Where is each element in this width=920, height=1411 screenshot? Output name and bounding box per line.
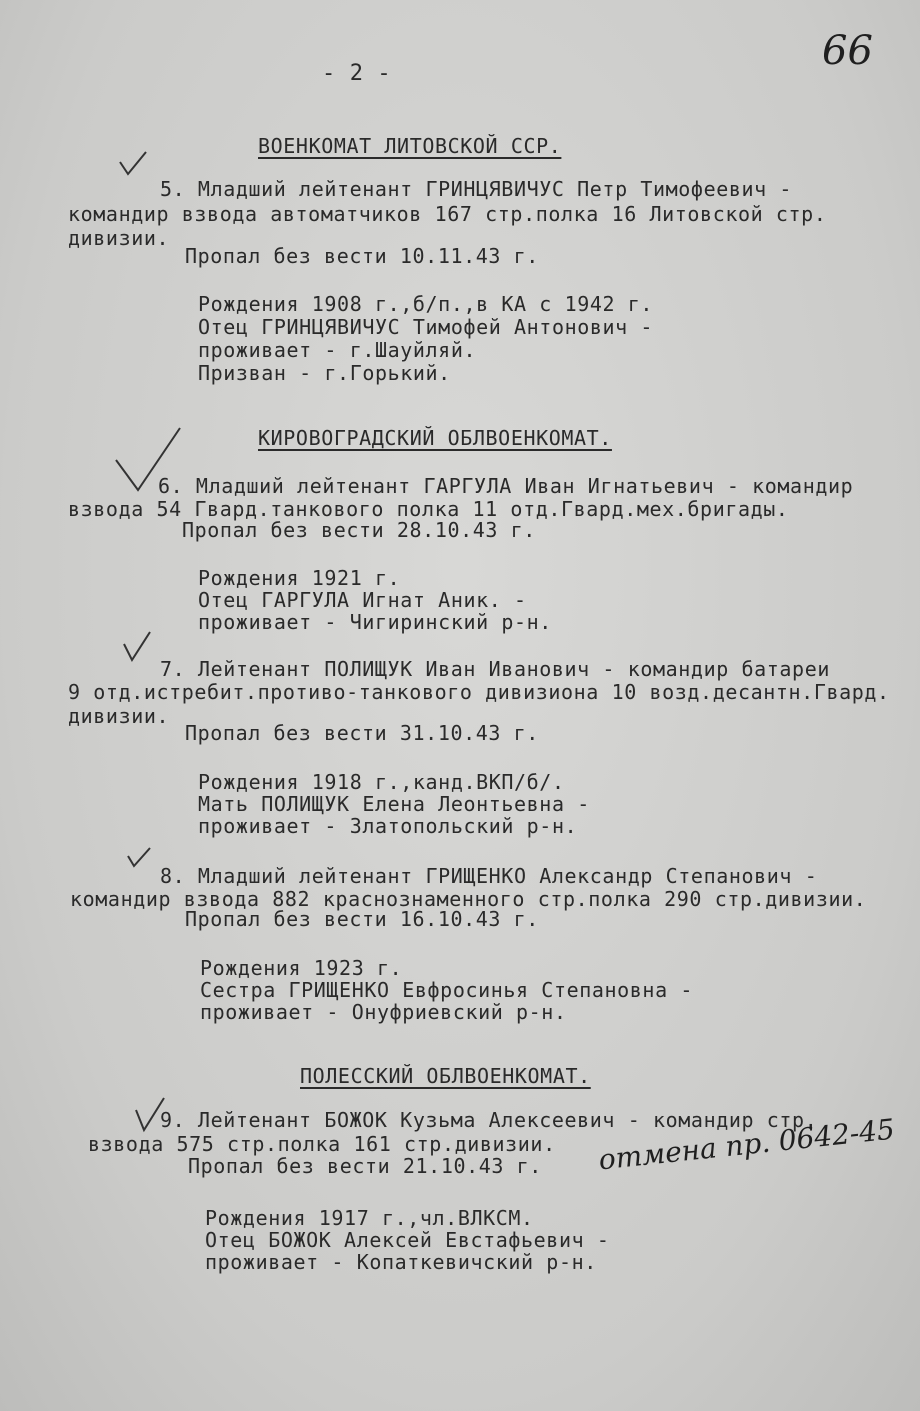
entry-line: дивизии. [68,704,170,728]
missing-line: Пропал без вести 28.10.43 г. [182,518,536,542]
section-header: КИРОВОГРАДСКИЙ ОБЛВОЕНКОМАТ. [258,426,612,450]
missing-line: Пропал без вести 21.10.43 г. [188,1154,542,1178]
entry-line: командир взвода 882 краснознаменного стр.полка 290 стр.дивизии. [70,887,867,911]
detail-line: Рождения 1908 г.,б/п.,в КА с 1942 г. [198,292,654,316]
detail-line: проживает - Онуфриевский р-н. [200,1000,567,1024]
detail-line: Отец ГАРГУЛА Игнат Аник. - [198,588,527,612]
detail-line: Мать ПОЛИЩУК Елена Леонтьевна - [198,792,590,816]
entry-line: 9. Лейтенант БОЖОК Кузьма Алексеевич - командир стр. [160,1108,818,1132]
missing-line: Пропал без вести 10.11.43 г. [185,244,539,268]
checkmark-icon [120,628,156,664]
detail-line: Отец ГРИНЦЯВИЧУС Тимофей Антонович - [198,315,654,339]
handwritten-annotation: отмена пр. 0642-45 [597,1112,897,1177]
entry-line: командир взвода автоматчиков 167 стр.полка 16 Литовской стр. [68,202,827,226]
detail-line: Рождения 1918 г.,канд.ВКП/б/. [198,770,565,794]
entry-line: 5. Младший лейтенант ГРИНЦЯВИЧУС Петр Тимофеевич - [160,177,793,201]
missing-line: Пропал без вести 31.10.43 г. [185,721,539,745]
detail-line: Рождения 1923 г. [200,956,403,980]
detail-line: проживает - Копаткевичский р-н. [205,1250,597,1274]
detail-line: Призван - г.Горький. [198,361,451,385]
detail-line: Сестра ГРИЩЕНКО Евфросинья Степановна - [200,978,693,1002]
checkmark-icon [116,148,152,178]
entry-line: 6. Младший лейтенант ГАРГУЛА Иван Игнатьевич - командир [158,474,854,498]
detail-line: проживает - Златопольский р-н. [198,814,578,838]
entry-line: дивизии. [68,226,170,250]
section-header: ПОЛЕССКИЙ ОБЛВОЕНКОМАТ. [300,1064,591,1088]
archive-number: 66 [822,28,873,74]
checkmark-icon [124,844,154,870]
detail-line: Рождения 1917 г.,чл.ВЛКСМ. [205,1206,534,1230]
entry-line: взвода 575 стр.полка 161 стр.дивизии. [88,1132,556,1156]
missing-line: Пропал без вести 16.10.43 г. [185,907,539,931]
detail-line: проживает - г.Шауйляй. [198,338,477,362]
detail-line: Рождения 1921 г. [198,566,401,590]
entry-line: 9 отд.истребит.противо-танкового дивизиона 10 возд.десантн.Гвард. [68,680,890,704]
detail-line: проживает - Чигиринский р-н. [198,610,552,634]
page-number: - 2 - [322,61,392,86]
detail-line: Отец БОЖОК Алексей Евстафьевич - [205,1228,610,1252]
entry-line: взвода 54 Гвард.танкового полка 11 отд.Гвард.мех.бригады. [68,497,789,521]
section-header: ВОЕНКОМАТ ЛИТОВСКОЙ ССР. [258,134,562,158]
entry-line: 8. Младший лейтенант ГРИЩЕНКО Александр Степанович - [160,864,818,888]
entry-line: 7. Лейтенант ПОЛИЩУК Иван Иванович - командир батареи [160,657,830,681]
